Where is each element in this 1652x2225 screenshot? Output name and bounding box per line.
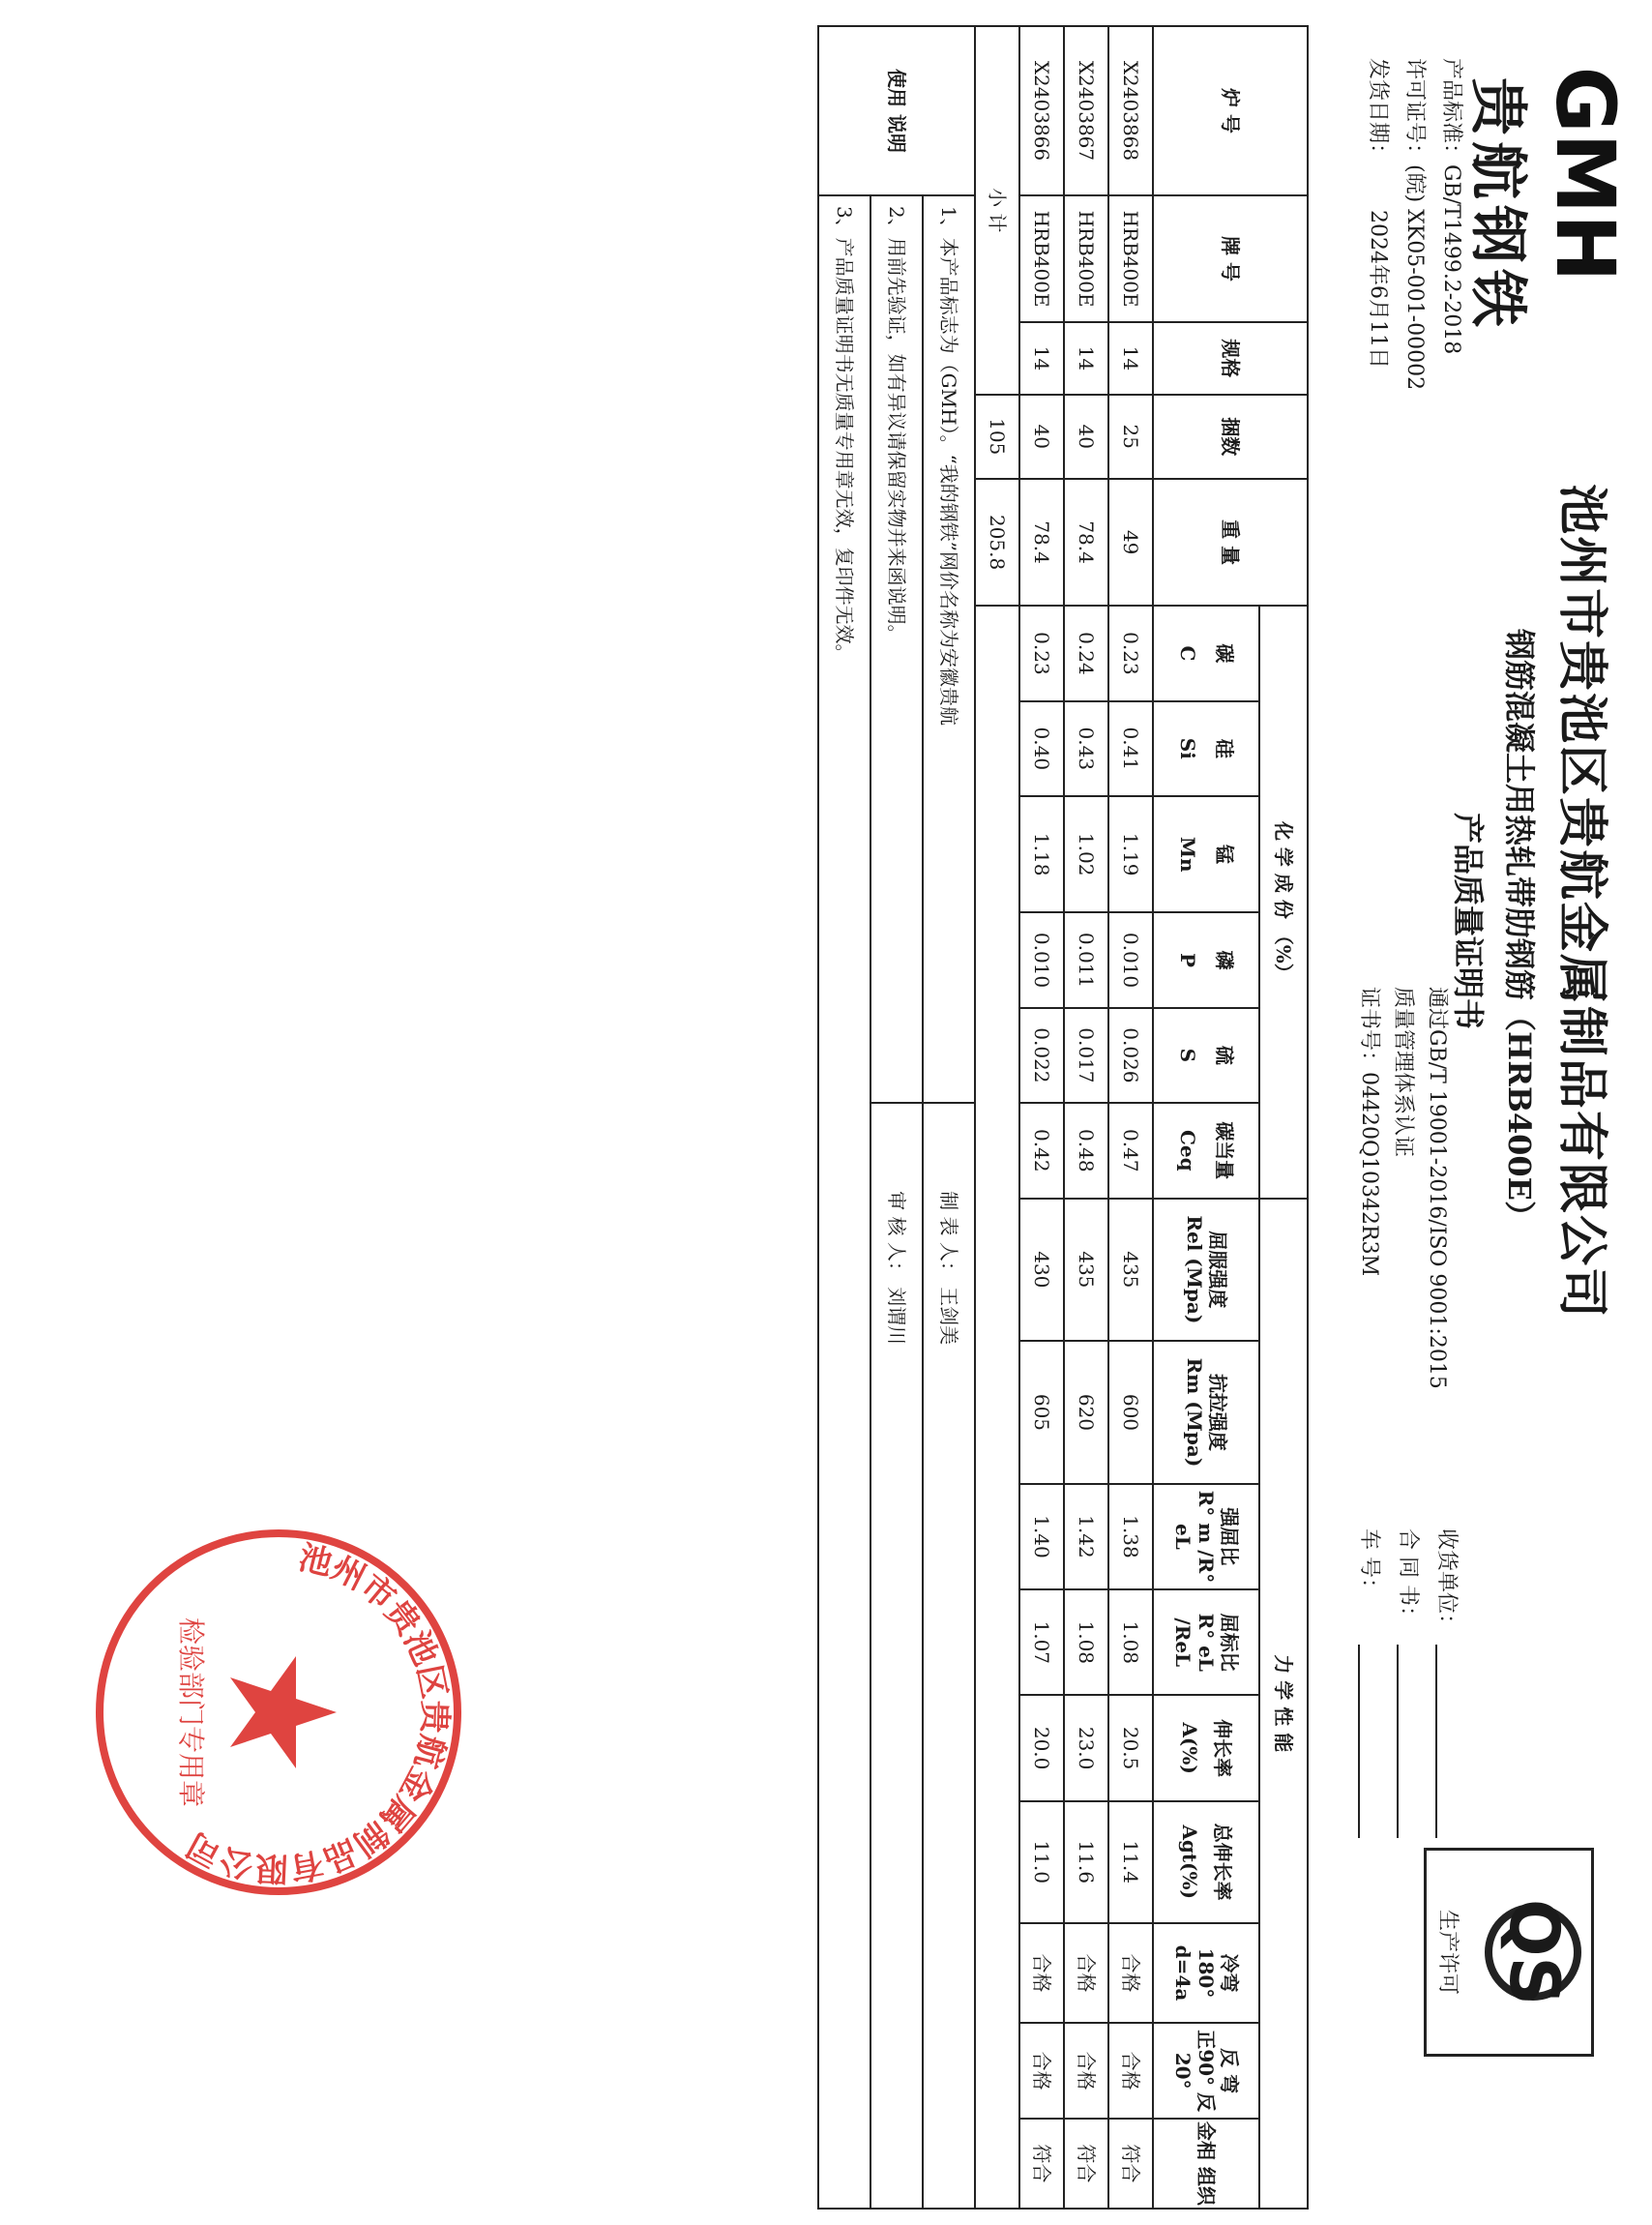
cell-weight: 78.4: [1019, 479, 1064, 606]
cell-bend: 合格: [1064, 1923, 1108, 2024]
cell-s: 0.017: [1064, 1008, 1108, 1103]
qs-letter: QS: [1494, 1899, 1574, 2005]
cell-s: 0.026: [1108, 1008, 1153, 1103]
notes-row-1: [923, 26, 975, 2209]
th-grade: 牌 号: [1153, 195, 1308, 322]
maker-label: 制 表 人：: [937, 1191, 960, 1281]
table-row: [1064, 26, 1108, 2209]
th-p: 磷 P: [1153, 912, 1259, 1007]
cell-si: 0.40: [1019, 701, 1064, 796]
cell-elong: 23.0: [1064, 1695, 1108, 1800]
subtotal-label: 小 计: [975, 26, 1019, 395]
subtotal-bundles: 105: [975, 395, 1019, 479]
cell-spec: 14: [1064, 322, 1108, 394]
vehicle-label: 车 号：: [1357, 1528, 1381, 1599]
cell-grade: HRB400E: [1019, 195, 1064, 322]
subtotal-row: [975, 26, 1019, 2209]
gmh-logo-icon: [1540, 58, 1627, 290]
maker-name: 王剑美: [937, 1287, 960, 1346]
cell-mn: 1.02: [1064, 796, 1108, 912]
cell-rel: 430: [1019, 1199, 1064, 1342]
cell-ratio1: 1.42: [1064, 1484, 1108, 1589]
cert-number: 证书号：04420Q10342R3M: [1357, 987, 1381, 1277]
th-bundles: 捆数: [1153, 395, 1308, 479]
cell-metallo: 符合: [1108, 2119, 1153, 2209]
note-2: 2、用前先验证，如有异议请保留实物并来函说明。: [870, 195, 923, 1103]
cell-rm: 620: [1064, 1341, 1108, 1484]
qs-license-logo: [1424, 1848, 1594, 2057]
stamp-ring-text: 池州市贵池区贵航金属制品有限公司: [180, 1538, 455, 1888]
contract-label: 合 同 书：: [1396, 1528, 1420, 1627]
th-bend: 冷弯 180° d=4a: [1153, 1923, 1259, 2024]
cell-furnace: X2403866: [1019, 26, 1064, 195]
cell-ceq: 0.47: [1108, 1103, 1153, 1198]
cell-spec: 14: [1108, 322, 1153, 394]
cell-c: 0.24: [1064, 606, 1108, 700]
cell-bend: 合格: [1019, 1923, 1064, 2024]
th-ceq: 碳当量 Ceq: [1153, 1103, 1259, 1198]
cell-ratio2: 1.07: [1019, 1589, 1064, 1695]
quality-table: [817, 25, 1309, 2210]
th-si: 硅 Si: [1153, 701, 1259, 796]
cell-weight: 49: [1108, 479, 1153, 606]
notes-label: 使用 说明: [818, 26, 975, 195]
cell-rm: 605: [1019, 1341, 1064, 1484]
cell-rebend: 合格: [1108, 2023, 1153, 2118]
document-title: 产品质量证明书: [1450, 813, 1487, 1030]
brand-logo: [1540, 58, 1627, 290]
receiver-line: [1435, 1645, 1439, 1838]
note-3: 3、产品质量证明书无质量专用章无效，复印件无效。: [818, 195, 870, 2209]
cell-total-elong: 11.0: [1019, 1801, 1064, 1923]
stamp-star-icon: [230, 1656, 337, 1768]
cell-p: 0.010: [1019, 912, 1064, 1007]
cell-furnace: X2403868: [1108, 26, 1153, 195]
cell-p: 0.011: [1064, 912, 1108, 1007]
th-rebend: 反 弯 正90° 反20°: [1153, 2023, 1259, 2118]
notes-row-3: [818, 26, 870, 2209]
cell-total-elong: 11.6: [1064, 1801, 1108, 1923]
cell-bend: 合格: [1108, 1923, 1153, 2024]
cell-ratio2: 1.08: [1108, 1589, 1153, 1695]
cell-metallo: 符合: [1019, 2119, 1064, 2209]
cell-ratio1: 1.38: [1108, 1484, 1153, 1589]
th-furnace: 炉 号: [1153, 26, 1308, 195]
issue-date-label: 发货日期：: [1366, 58, 1390, 165]
cell-mn: 1.19: [1108, 796, 1153, 912]
th-rel: 屈服强度 Rel (Mpa): [1153, 1199, 1259, 1342]
th-metallo: 金相 组织: [1153, 2119, 1259, 2209]
cell-s: 0.022: [1019, 1008, 1064, 1103]
th-elong: 伸长率 A(%): [1153, 1695, 1259, 1800]
subtotal-empty: [975, 606, 1019, 2209]
maker-cell: [923, 1103, 975, 2209]
cell-ratio1: 1.40: [1019, 1484, 1064, 1589]
th-spec: 规格: [1153, 322, 1308, 394]
brand-name: 贵航钢铁: [1463, 77, 1531, 333]
license-number: 许可证号：(皖) XK05-001-00002: [1402, 58, 1427, 391]
cell-p: 0.010: [1108, 912, 1153, 1007]
table-row: [1108, 26, 1153, 2209]
cell-rebend: 合格: [1019, 2023, 1064, 2118]
cell-mn: 1.18: [1019, 796, 1064, 912]
th-rm: 抗拉强度 Rm (Mpa): [1153, 1341, 1259, 1484]
th-chem-group: 化 学 成 份 （%）: [1259, 606, 1308, 1198]
cell-c: 0.23: [1108, 606, 1153, 700]
company-name: 池州市贵池区贵航金属制品有限公司: [1552, 484, 1611, 1320]
th-ratio2: 屈标比 R° eL /ReL: [1153, 1589, 1259, 1695]
notes-row-2: [870, 26, 923, 2209]
cell-elong: 20.0: [1019, 1695, 1064, 1800]
cell-ceq: 0.48: [1064, 1103, 1108, 1198]
th-weight: 重 量: [1153, 479, 1308, 606]
inspection-stamp: [85, 1519, 472, 1906]
cert-system: 质量管理体系认证: [1391, 987, 1415, 1158]
th-mech-group: 力 学 性 能: [1259, 1199, 1308, 2209]
cell-rebend: 合格: [1064, 2023, 1108, 2118]
cell-bundles: 40: [1064, 395, 1108, 479]
table-row: [1019, 26, 1064, 2209]
qs-label: 生产许可: [1435, 1909, 1460, 1995]
th-s: 硫 S: [1153, 1008, 1259, 1103]
cert-pass: 通过GB/T 19001-2016/ISO 9001:2015: [1425, 987, 1449, 1389]
issue-date-row: [1365, 58, 1395, 369]
cell-total-elong: 11.4: [1108, 1801, 1153, 1923]
reviewer-cell: [870, 1103, 923, 2209]
cell-ceq: 0.42: [1019, 1103, 1064, 1198]
stamp-center-text: 检验部门专用章: [175, 1617, 207, 1808]
receiver-label: 收货单位：: [1434, 1528, 1459, 1636]
note-1: 1、本产品标志为（GMH）。“我的钢铁”网价名称为安徽贵航: [923, 195, 975, 1103]
cell-furnace: X2403867: [1064, 26, 1108, 195]
vehicle-line: [1358, 1645, 1362, 1838]
cell-bundles: 40: [1019, 395, 1064, 479]
reviewer-name: 刘谓川: [885, 1287, 908, 1346]
product-name: 钢筋混凝土用热轧带肋钢筋（HRB400E）: [1501, 629, 1538, 1232]
header-row-group: [1259, 26, 1308, 2209]
cell-grade: HRB400E: [1064, 195, 1108, 322]
cell-metallo: 符合: [1064, 2119, 1108, 2209]
cell-weight: 78.4: [1064, 479, 1108, 606]
cell-rm: 600: [1108, 1341, 1153, 1484]
logo-letters: GMH: [1540, 66, 1627, 282]
cell-rel: 435: [1108, 1199, 1153, 1342]
cell-si: 0.43: [1064, 701, 1108, 796]
product-standard: 产品标准：GB/T1499.2-2018: [1439, 58, 1463, 355]
th-c: 碳 C: [1153, 606, 1259, 700]
cell-spec: 14: [1019, 322, 1064, 394]
th-mn: 锰 Mn: [1153, 796, 1259, 912]
subtotal-weight: 205.8: [975, 479, 1019, 606]
cell-bundles: 25: [1108, 395, 1153, 479]
cell-ratio2: 1.08: [1064, 1589, 1108, 1695]
cell-c: 0.23: [1019, 606, 1064, 700]
contract-line: [1397, 1645, 1401, 1838]
cell-si: 0.41: [1108, 701, 1153, 796]
cell-elong: 20.5: [1108, 1695, 1153, 1800]
th-ratio1: 强屈比 R° m /R° eL: [1153, 1484, 1259, 1589]
cell-rel: 435: [1064, 1199, 1108, 1342]
cell-grade: HRB400E: [1108, 195, 1153, 322]
reviewer-label: 审 核 人：: [885, 1191, 908, 1281]
th-total-elong: 总伸长率 Agt(%): [1153, 1801, 1259, 1923]
stamp-seal-icon: [85, 1519, 472, 1906]
issue-date: 2024年6月11日: [1366, 210, 1390, 369]
